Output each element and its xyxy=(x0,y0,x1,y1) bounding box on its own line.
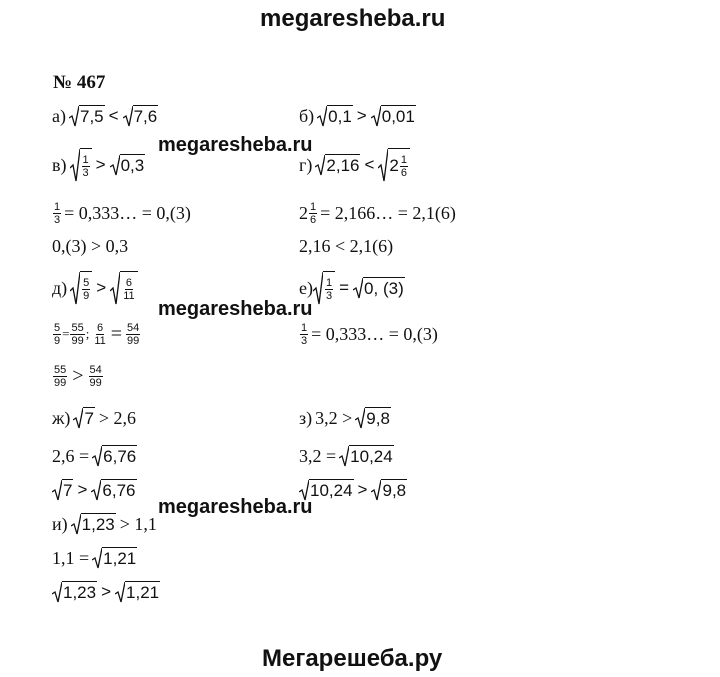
operator: > xyxy=(72,364,84,387)
radical xyxy=(371,105,416,127)
part-v xyxy=(52,148,145,182)
operator: < xyxy=(364,155,375,174)
radical xyxy=(378,148,410,182)
part-g xyxy=(299,148,410,182)
operator: = xyxy=(339,278,350,297)
equation-text: 3,2 > xyxy=(315,407,353,428)
part-i xyxy=(52,512,157,536)
radicand: 1,21 xyxy=(126,583,160,602)
radical xyxy=(313,271,335,305)
operator: < xyxy=(108,106,119,125)
radicand: 6,76 xyxy=(103,447,137,466)
part-e-label: е) xyxy=(299,277,313,298)
operator: > xyxy=(357,480,368,499)
fraction: $\frac{1}{3}$ xyxy=(82,153,89,179)
radical xyxy=(317,105,353,127)
radicand: 2,16 xyxy=(326,156,360,175)
fraction: $\frac{1}{6}$ xyxy=(400,153,408,179)
fraction: $\frac{54}{99}$ xyxy=(127,321,140,347)
part-zh-line3 xyxy=(52,478,137,502)
part-d-line3 xyxy=(52,360,104,392)
separator: ; xyxy=(85,326,90,341)
fraction: $\frac{1}{3}$ xyxy=(325,276,333,302)
radical xyxy=(70,271,92,305)
radicand: 7 xyxy=(84,409,94,428)
fraction: $\frac{55}{99}$ xyxy=(54,363,67,389)
part-zh-label: ж) xyxy=(52,407,71,428)
part-b xyxy=(299,104,416,128)
radical xyxy=(123,105,159,127)
equation-text: = 0,333… = 0,(3) xyxy=(311,323,438,344)
whole-part: 2 xyxy=(299,202,308,223)
radicand: 10,24 xyxy=(310,481,353,500)
watermark: megaresheba.ru xyxy=(158,496,313,518)
radical xyxy=(92,445,137,467)
part-d-label: д) xyxy=(52,277,68,298)
part-g-label: г) xyxy=(299,154,313,175)
radicand: 0,3 xyxy=(120,156,145,175)
operator: > xyxy=(356,106,367,125)
equation-text: = 2,166… = 2,1(6) xyxy=(320,202,456,223)
radical xyxy=(353,277,405,299)
radicand: 0,1 xyxy=(328,107,352,126)
equation-text: 2,6 = xyxy=(52,445,90,466)
radicand: 9,8 xyxy=(382,481,407,500)
part-i-label: и) xyxy=(52,513,68,534)
operator: > xyxy=(96,278,107,297)
radical xyxy=(69,105,105,127)
radicand: 10,24 xyxy=(350,447,393,466)
equals: = xyxy=(110,322,123,345)
equation-text: > 2,6 xyxy=(98,407,137,428)
site-header: megaresheba.ru xyxy=(260,5,446,32)
fraction: $\frac{1}{3}$ xyxy=(54,200,61,226)
fraction: $\frac{6}{11}$ xyxy=(94,321,106,347)
part-z-line2 xyxy=(299,444,394,468)
part-b-label: б) xyxy=(299,105,315,126)
watermark: megaresheba.ru xyxy=(158,298,313,320)
fraction: $\frac{6}{11}$ xyxy=(123,276,135,302)
fraction: $\frac{54}{99}$ xyxy=(89,363,102,389)
operator: > xyxy=(95,155,106,174)
radicand: 1,23 xyxy=(63,583,97,602)
radicand xyxy=(80,271,92,305)
radical xyxy=(110,271,137,305)
radicand: 1,21 xyxy=(103,549,137,568)
part-z xyxy=(299,406,391,430)
part-zh xyxy=(52,406,136,430)
part-i-line2 xyxy=(52,546,137,570)
operator: > xyxy=(77,480,88,499)
radicand: 0, (3) xyxy=(364,279,404,298)
radicand xyxy=(120,271,137,305)
part-e-line2 xyxy=(299,318,438,350)
watermark: megaresheba.ru xyxy=(158,134,313,156)
radicand: 9,8 xyxy=(366,409,390,428)
site-footer: Мегарешеба.ру xyxy=(262,645,443,672)
fraction: $\frac{55}{99}$ xyxy=(71,321,84,347)
fraction: $\frac{1}{3}$ xyxy=(301,321,308,347)
radical xyxy=(115,581,160,603)
radical xyxy=(71,513,116,535)
fraction: $\frac{1}{6}$ xyxy=(310,200,317,226)
operator: > xyxy=(101,582,112,601)
radical xyxy=(91,479,136,501)
part-v-line3: 0,(3) > 0,3 xyxy=(52,236,129,256)
radicand: 2 $\frac{1}{6}$ xyxy=(388,148,410,182)
part-z-label: з) xyxy=(299,407,313,428)
fraction: $\frac{5}{9}$ xyxy=(54,321,61,347)
part-zh-line2 xyxy=(52,444,137,468)
radical xyxy=(339,445,394,467)
radicand xyxy=(80,148,92,182)
radicand: 7,6 xyxy=(133,107,158,126)
radical xyxy=(70,148,92,182)
radicand xyxy=(323,271,335,305)
fraction: $\frac{5}{9}$ xyxy=(83,276,90,302)
equation-text: > 1,1 xyxy=(119,513,157,534)
radicand: 7,5 xyxy=(79,107,104,126)
part-i-line3 xyxy=(52,580,160,604)
radical xyxy=(110,154,146,176)
part-z-line3 xyxy=(299,478,407,502)
radical xyxy=(52,479,73,501)
equation-text: = 0,333… = 0,(3) xyxy=(64,202,191,223)
part-v-label: в) xyxy=(52,154,67,175)
equation-text: 3,2 = xyxy=(299,445,337,466)
radical xyxy=(52,581,97,603)
radicand: 1,23 xyxy=(81,515,115,534)
part-d-line2 xyxy=(52,318,141,350)
equals: = xyxy=(62,326,70,341)
part-e xyxy=(299,268,405,308)
radical xyxy=(355,407,391,429)
part-g-line3: 2,16 < 2,1(6) xyxy=(299,236,394,256)
part-v-line2 xyxy=(52,198,191,228)
part-g-line2 xyxy=(299,198,456,228)
part-a xyxy=(52,104,158,128)
problem-number: № 467 xyxy=(53,72,106,93)
radical xyxy=(92,547,137,569)
radicand: 7 xyxy=(63,481,73,500)
part-d xyxy=(52,268,138,308)
part-a-label: а) xyxy=(52,105,66,126)
radical xyxy=(73,407,94,429)
equation-text: 1,1 = xyxy=(52,547,90,568)
radical xyxy=(315,154,360,176)
radicand: 6,76 xyxy=(102,481,136,500)
radical xyxy=(371,479,407,501)
radicand: 0,01 xyxy=(381,107,415,126)
